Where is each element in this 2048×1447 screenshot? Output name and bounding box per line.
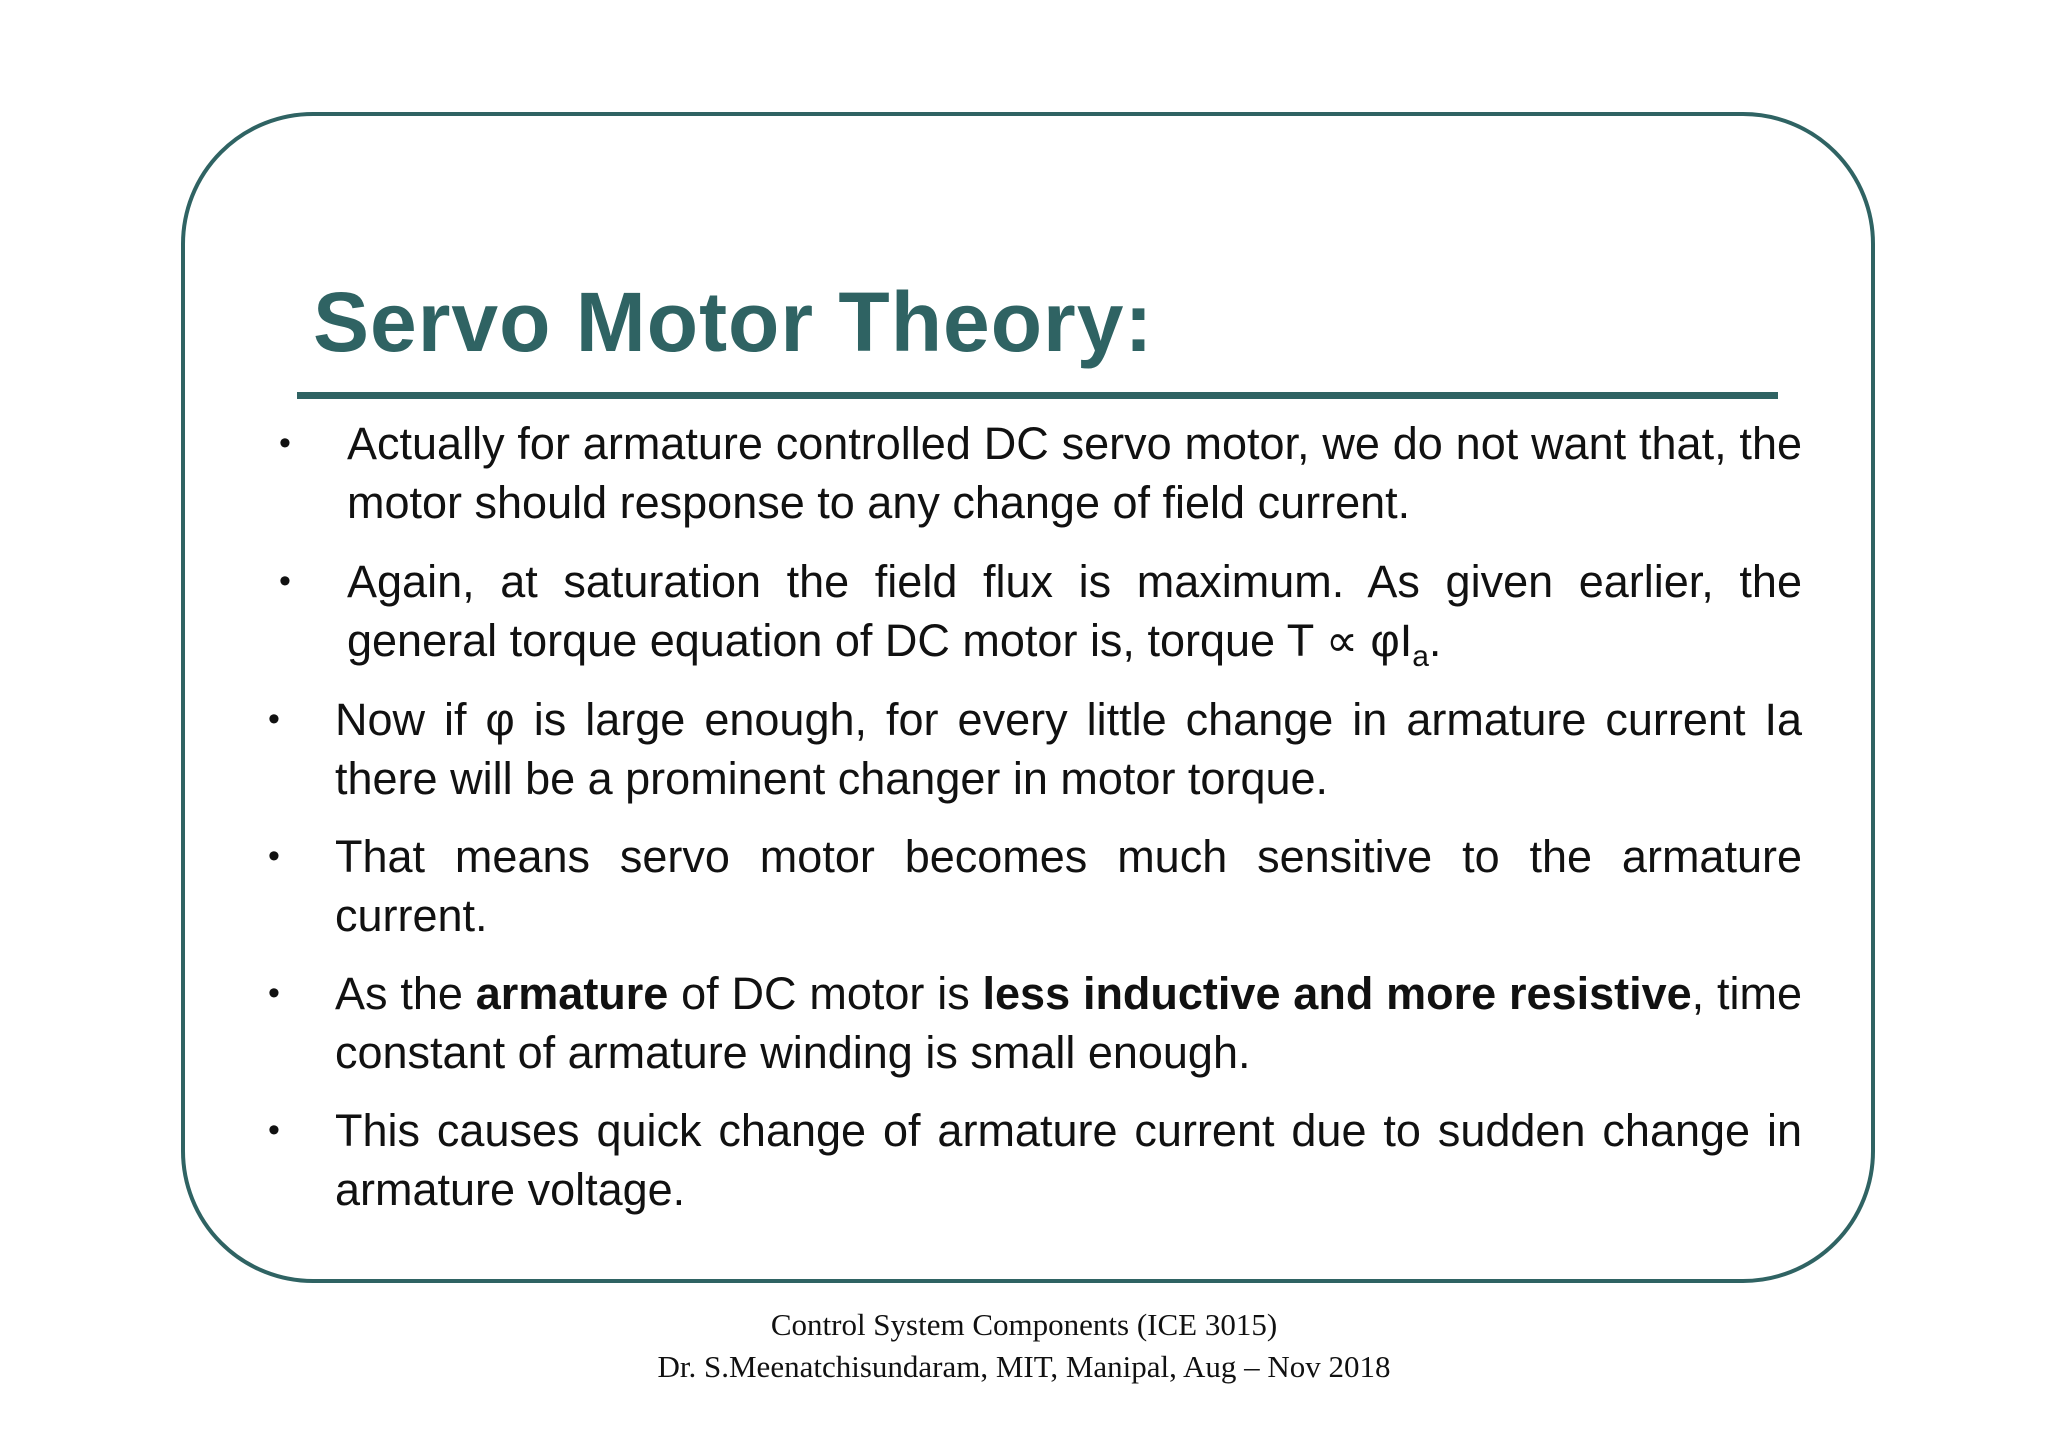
bullet-text-end: . bbox=[1428, 615, 1442, 666]
bullet-text: Again, at saturation the field flux is maximum. As given earlier, the general torque equation of DC motor is, torque T ∝ φI bbox=[347, 556, 1802, 666]
bullet-item-1 bbox=[347, 414, 1802, 532]
bullet-text: As the bbox=[335, 968, 476, 1019]
bullet-icon: • bbox=[268, 700, 280, 738]
bullet-item-2 bbox=[347, 552, 1802, 673]
bullet-icon: • bbox=[279, 562, 291, 600]
bullet-text: Actually for armature controlled DC servo motor, we do not want that, the motor should response to any change of field current. bbox=[347, 418, 1802, 528]
bullet-item-6 bbox=[335, 1101, 1802, 1219]
bullet-icon: • bbox=[279, 424, 291, 462]
slide-title: Servo Motor Theory: bbox=[313, 275, 1154, 369]
bullet-item-4 bbox=[335, 827, 1802, 945]
bullet-icon: • bbox=[268, 1111, 280, 1149]
bullet-text: This causes quick change of armature current due to sudden change in armature voltage. bbox=[335, 1105, 1802, 1215]
subscript-a: a bbox=[1412, 640, 1429, 673]
bullet-icon: • bbox=[268, 974, 280, 1012]
footer-author: Dr. S.Meenatchisundaram, MIT, Manipal, Aug – Nov 2018 bbox=[657, 1349, 1391, 1384]
bullet-icon: • bbox=[268, 837, 280, 875]
bullet-bold-text: less inductive and more resistive bbox=[982, 968, 1692, 1019]
bullet-text: Now if φ is large enough, for every little change in armature current Ia there will be a prominent changer in motor torque. bbox=[335, 694, 1802, 804]
bullet-item-3 bbox=[335, 690, 1802, 808]
bullet-text: of DC motor is bbox=[668, 968, 983, 1019]
bullet-item-5 bbox=[335, 964, 1802, 1082]
bullet-text: That means servo motor becomes much sensitive to the armature current. bbox=[335, 831, 1802, 941]
bullet-text: , time constant of armature winding is small enough. bbox=[335, 968, 1803, 1078]
footer-course: Control System Components (ICE 3015) bbox=[770, 1307, 1278, 1342]
bullet-bold-text: armature bbox=[475, 968, 669, 1019]
